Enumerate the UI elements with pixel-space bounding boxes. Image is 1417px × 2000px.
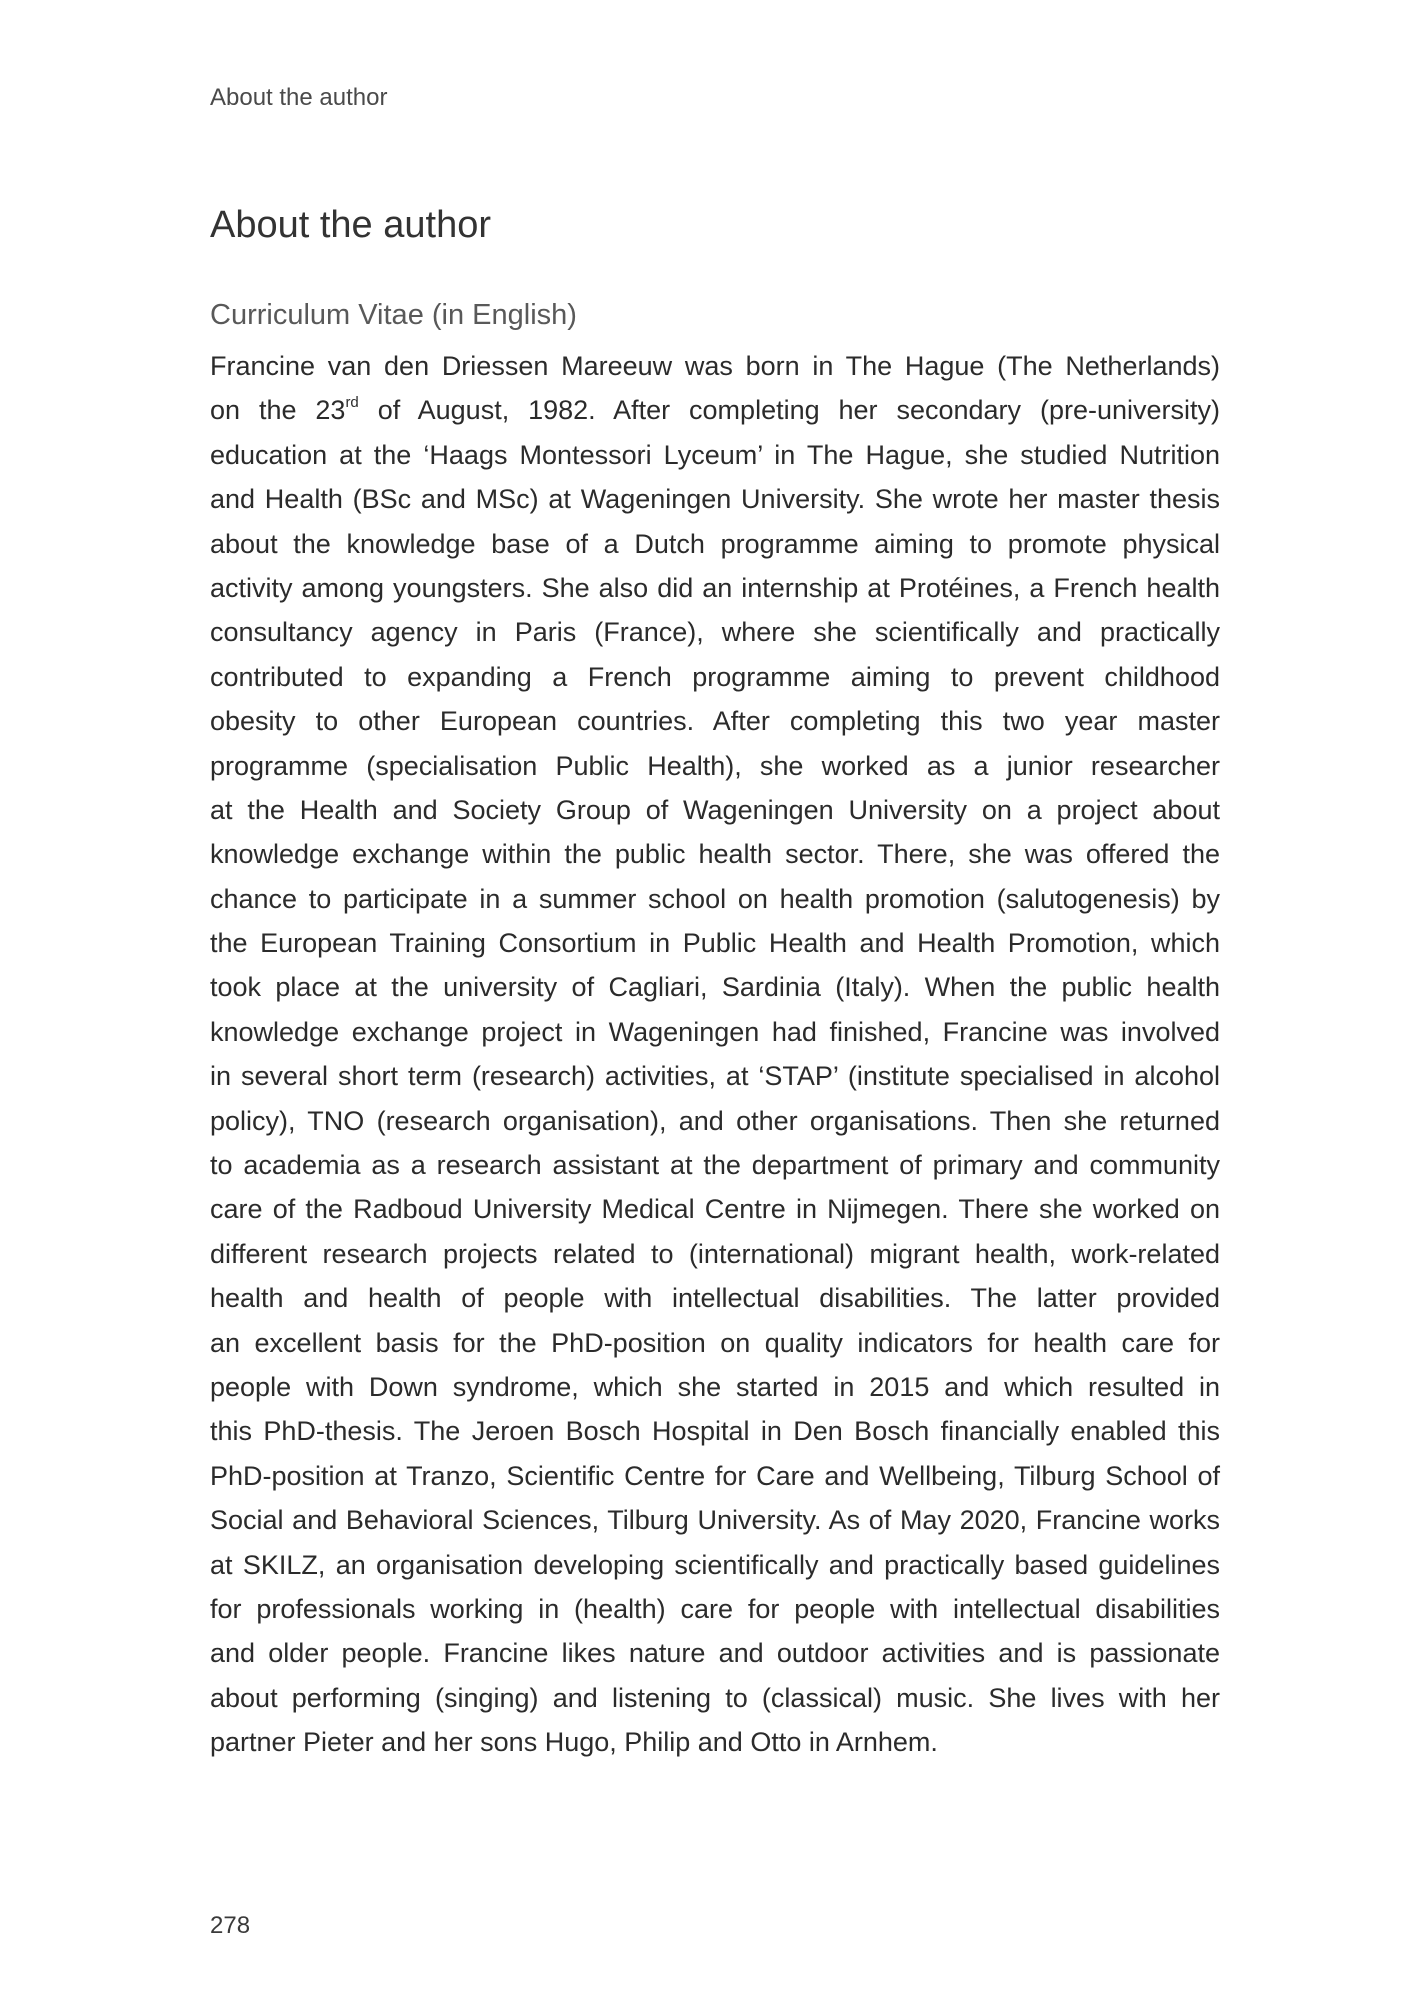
body-line: at the Health and Society Group of Wageningen University on a project about (210, 794, 1220, 825)
body-line: took place at the university of Cagliari, Sardinia (Italy). When the public health (210, 972, 1220, 1003)
body-line: policy), TNO (research organisation), and other organisations. Then she returned (210, 1105, 1220, 1136)
body-line: at SKILZ, an organisation developing scientifically and practically based guidelines (210, 1549, 1220, 1580)
body-line: about the knowledge base of a Dutch programme aiming to promote physical (210, 528, 1220, 559)
body-line: about performing (singing) and listening to (classical) music. She lives with her (210, 1682, 1220, 1713)
body-line: activity among youngsters. She also did an internship at Protéines, a French health (210, 572, 1220, 603)
running-header: About the author (210, 84, 388, 111)
body-line: care of the Radboud University Medical Centre in Nijmegen. There she worked on (210, 1194, 1220, 1225)
section-heading: Curriculum Vitae (in English) (210, 299, 577, 331)
body-line: and older people. Francine likes nature and outdoor activities and is passionate (210, 1638, 1220, 1669)
body-line: knowledge exchange within the public health sector. There, she was offered the (210, 839, 1220, 870)
body-line: this PhD-thesis. The Jeroen Bosch Hospital in Den Bosch financially enabled this (210, 1416, 1220, 1447)
body-line: education at the ‘Haags Montessori Lyceum’ in The Hague, she studied Nutrition (210, 439, 1220, 470)
body-text (210, 344, 1220, 1765)
body-line: the European Training Consortium in Public Health and Health Promotion, which (210, 928, 1220, 959)
body-line: consultancy agency in Paris (France), where she scientifically and practically (210, 617, 1220, 648)
body-line: health and health of people with intellectual disabilities. The latter provided (210, 1283, 1220, 1314)
body-line: for professionals working in (health) care for people with intellectual disabilities (210, 1593, 1220, 1624)
body-line: PhD-position at Tranzo, Scientific Centre for Care and Wellbeing, Tilburg School of (210, 1460, 1220, 1491)
ordinal-superscript: rd (345, 394, 359, 412)
body-line: to academia as a research assistant at the department of primary and community (210, 1150, 1220, 1181)
body-line: knowledge exchange project in Wageningen had finished, Francine was involved (210, 1016, 1220, 1047)
body-line: people with Down syndrome, which she started in 2015 and which resulted in (210, 1371, 1220, 1402)
birth-date-prefix: on the 23 (210, 395, 346, 426)
page-title: About the author (210, 204, 491, 246)
body-line (210, 388, 1220, 432)
body-line: Francine van den Driessen Mareeuw was born in The Hague (The Netherlands) (210, 351, 1220, 381)
body-line: obesity to other European countries. After completing this two year master (210, 706, 1220, 737)
body-line: different research projects related to (international) migrant health, work-related (210, 1238, 1220, 1269)
body-line: an excellent basis for the PhD-position on quality indicators for health care for (210, 1327, 1220, 1358)
body-line: Social and Behavioral Sciences, Tilburg University. As of May 2020, Francine works (210, 1505, 1220, 1536)
page-number: 278 (210, 1912, 251, 1939)
body-line: chance to participate in a summer school on health promotion (salutogenesis) by (210, 883, 1220, 914)
body-line: partner Pieter and her sons Hugo, Philip and Otto in Arnhem. (210, 1727, 938, 1758)
body-line: in several short term (research) activities, at ‘STAP’ (institute specialised in alcohol (210, 1061, 1220, 1092)
body-line: contributed to expanding a French programme aiming to prevent childhood (210, 661, 1220, 692)
birth-date-suffix: of August, 1982. After completing her secondary (pre-university) (358, 395, 1220, 426)
body-line: and Health (BSc and MSc) at Wageningen University. She wrote her master thesis (210, 484, 1220, 515)
body-line: programme (specialisation Public Health), she worked as a junior researcher (210, 750, 1220, 781)
